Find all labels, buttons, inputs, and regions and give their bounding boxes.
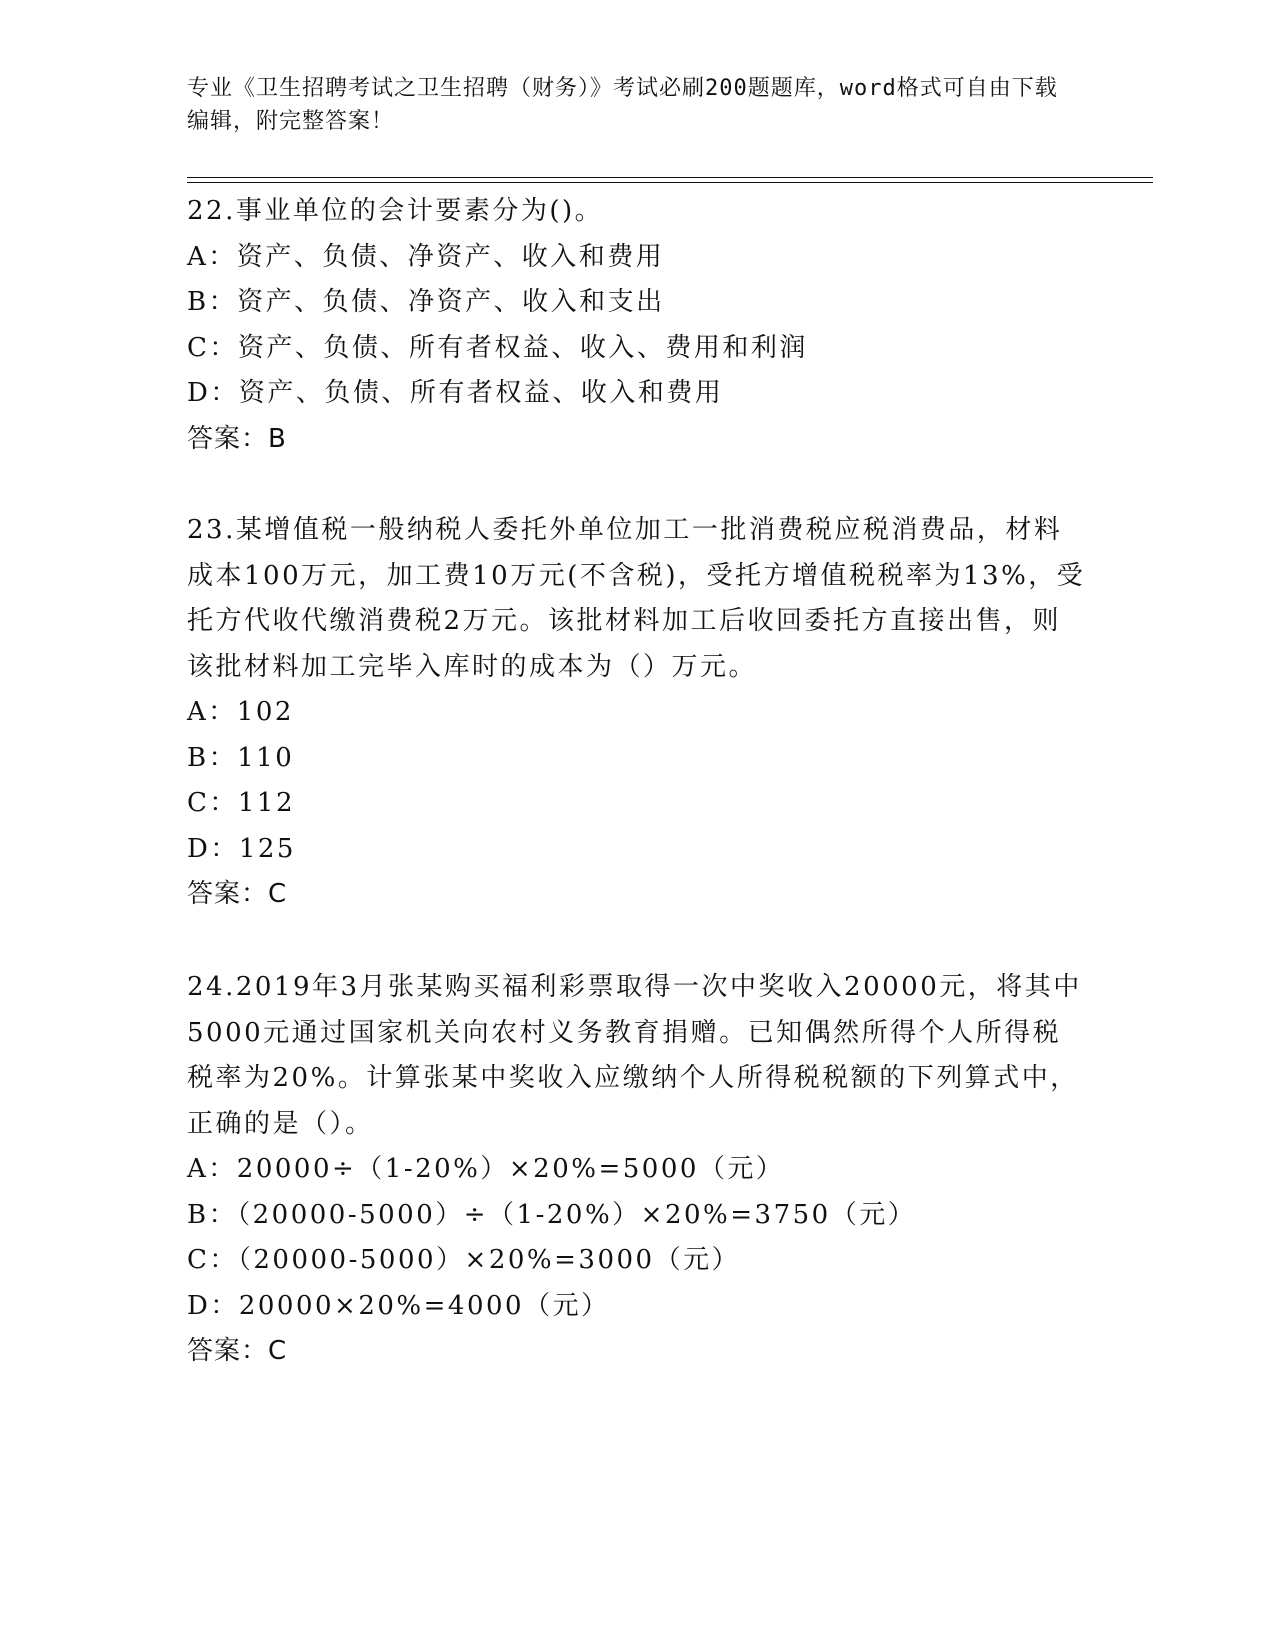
option-c: C：资产、负债、所有者权益、收入、费用和利润 xyxy=(187,332,808,363)
option-a: A：102 xyxy=(187,697,294,727)
option-b: B：资产、负债、净资产、收入和支出 xyxy=(187,287,665,317)
question-stem: 22.事业单位的会计要素分为()。 xyxy=(187,196,604,226)
header-divider-top xyxy=(187,177,1153,178)
option-b: B：（20000-5000）÷（1-20%）×20%=3750（元） xyxy=(187,1199,917,1230)
question-stem: 23.某增值税一般纳税人委托外单位加工一批消费税应税消费品，材料成本100万元，加工费10万元(不含税)，受托方增值税税率为13%，受托方代收代缴消费税2万元。该批材料加工后收回委托方直接出售，则该批材料加工完毕入库时的成本为（）万元。 xyxy=(187,515,1086,682)
option-d: D：125 xyxy=(187,833,296,864)
option-d: D：20000×20%=4000（元） xyxy=(187,1290,610,1321)
question-23 xyxy=(187,508,1087,918)
header-divider-bottom xyxy=(187,182,1153,183)
option-d: D：资产、负债、所有者权益、收入和费用 xyxy=(187,378,724,408)
answer: 答案：C xyxy=(187,879,288,909)
option-c: C：（20000-5000）×20%=3000（元） xyxy=(187,1245,741,1275)
document-header: 专业《卫生招聘考试之卫生招聘（财务）》考试必刷200题题库，word格式可自由下载编辑，附完整答案！ xyxy=(187,76,1058,134)
answer: 答案：C xyxy=(187,1336,288,1366)
question-24 xyxy=(187,965,1087,1375)
option-a: A：20000÷（1-20%）×20%=5000（元） xyxy=(187,1154,785,1184)
option-a: A：资产、负债、净资产、收入和费用 xyxy=(187,241,665,272)
option-b: B：110 xyxy=(187,742,295,773)
option-c: C：112 xyxy=(187,788,296,818)
question-stem: 24.2019年3月张某购买福利彩票取得一次中奖收入20000元，将其中5000元通过国家机关向农村义务教育捐赠。已知偶然所得个人所得税税率为20%。计算张某中奖收入应缴纳个人所得税税额的下列算式中，正确的是（）。 xyxy=(187,972,1082,1139)
question-22 xyxy=(187,189,1087,462)
answer: 答案：B xyxy=(187,423,287,454)
